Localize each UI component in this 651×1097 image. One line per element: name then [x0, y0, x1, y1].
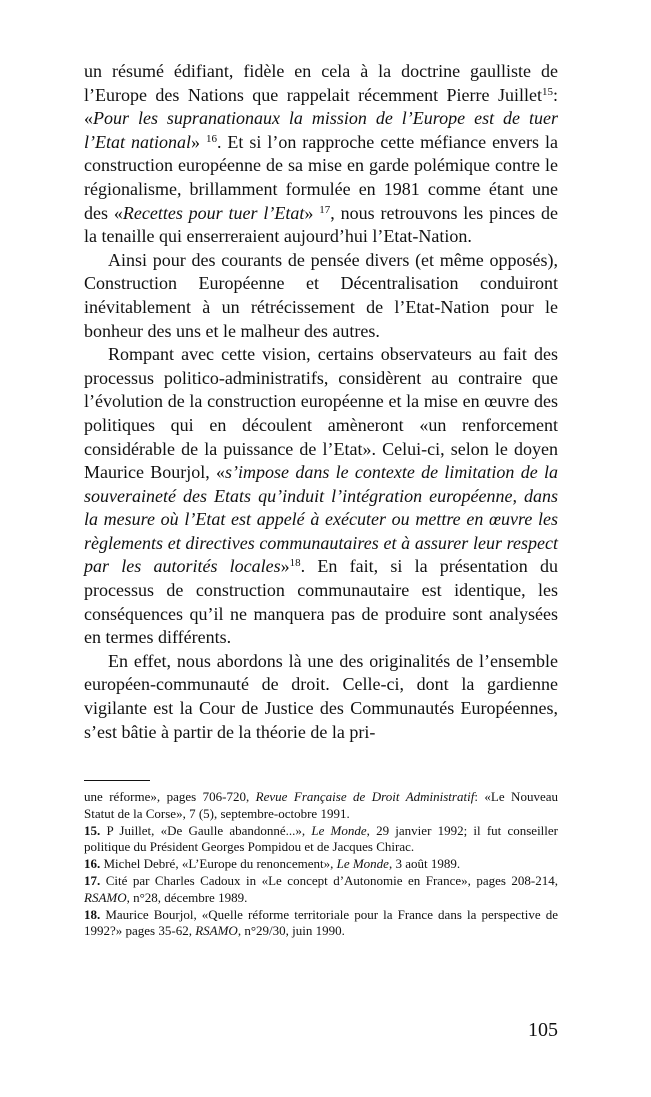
footnote-ref-15: 15	[541, 85, 553, 98]
footnote-continued: une réforme», pages 706-720, Revue Française de Droit Administratif: «Le Nouveau Statut de la Corse», 7 (5), septembre-octobre 1991.	[84, 789, 558, 821]
main-text	[84, 60, 558, 744]
quote-juillet: Pour les supranationaux la mission de l’Europe est de tuer l’Etat national	[84, 108, 558, 152]
footnote-ref-16: 16	[205, 132, 217, 145]
paragraph-4: En effet, nous abordons là une des originalités de l’ensemble européen-communauté de droit. Celle-ci, dont la gardienne vigilante est la Cour de Justice des Communautés Européennes, s’est bâtie à partir de la théorie de la pri-	[84, 650, 558, 742]
footnote-16: 16. Michel Debré, «L’Europe du renoncement», Le Monde, 3 août 1989.	[84, 856, 461, 872]
footnote-divider	[84, 780, 150, 781]
footnote-17: 17. Cité par Charles Cadoux in «Le concept d’Autonomie en France», pages 208-214, RSAMO, n°28, décembre 1989.	[84, 872, 558, 905]
footnote-ref-17: 17	[319, 203, 331, 216]
footnote-15: 15. P Juillet, «De Gaulle abandonné...», Le Monde, 29 janvier 1992; il fut conseiller politique du Président Georges Pompidou et de Jacques Chirac.	[84, 822, 558, 855]
page-number: 105	[528, 1019, 558, 1041]
paragraph-3: Rompant avec cette vision, certains observateurs au fait des processus politico-administratifs, considèrent au contraire que l’évolution de la construction européenne et la mise en œuvre des politiques qui en découlent amèneront «un renforcement considérable de la puissance de l’Etat». Celui-ci, selon le doyen Maurice Bourjol, «s’impose dans le contexte de limitation de la souveraineté des Etats qu’induit l’intégration européenne, dans la mesure où l’Etat est appelé à exécuter ou mettre en œuvre les règlements et directives communautaires et à assurer leur respect par les autorités locales»$^{18}$. En fait, si la présentation du processus de construction communautaire est identique, les conséquences qu’il ne manquera pas de produire sont analysées en termes différents.	[84, 344, 558, 648]
quote-recettes: Recettes pour tuer l’Etat	[122, 202, 305, 223]
quote-bourjol: s’impose dans le contexte de limitation de la souveraineté des Etats qu’induit l’intégration européenne, dans la mesure où l’Etat est appelé à exécuter ou mettre en œuvre les règlements et directives communautaires et à assurer leur respect par les autorités locales	[84, 462, 558, 577]
paragraph-1: un résumé édifiant, fidèle en cela à la doctrine gaulliste de l’Europe des Nations que rappelait récemment Pierre Juillet$^{15}$: «Pour les supranationaux la mission de l’Europe est de tuer l’Etat national» $^{16}$. Et si l’on rapproche cette méfiance envers la construction européenne de sa mise en garde polémique contre le régionalisme, brillamment formulée en 1981 comme étant une des «Recettes pour tuer l’Etat» $^{17}$, nous retrouvons les pinces de la tenaille qui enserreraient aujourd’hui l’Etat-Nation.	[84, 61, 559, 247]
paragraph-2: Ainsi pour des courants de pensée divers (et même opposés), Construction Européenne et Décentralisation conduiront inévitablement à un rétrécissement de l’Etat-Nation pour le bonheur des uns et le malheur des autres.	[84, 249, 558, 341]
footnote-ref-18: 18	[289, 557, 301, 570]
footnote-18: 18. Maurice Bourjol, «Quelle réforme territoriale pour la France dans la perspective de 1992?» pages 35-62, RSAMO, n°29/30, juin 1990.	[84, 906, 558, 939]
footnotes	[84, 789, 558, 940]
